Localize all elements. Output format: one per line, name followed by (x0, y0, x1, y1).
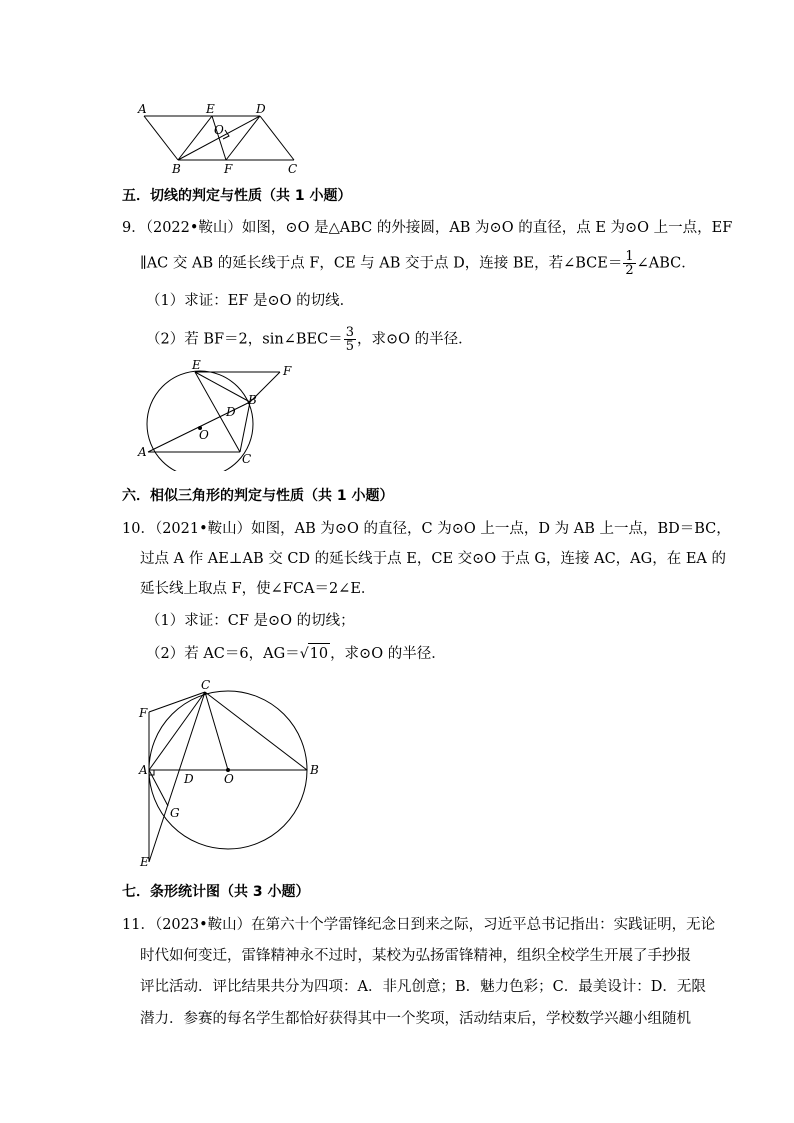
q10-line2: 过点 A 作 AE⊥AB 交 CD 的延长线于点 E，CE 交⊙O 于点 G，连接 AC，AG，在 EA 的 (140, 551, 726, 567)
label-O: O (199, 428, 209, 442)
q9-line1: 9．（2022•鞍山）如图，⊙O 是△ABC 的外接圆，AB 为⊙O 的直径，点 E 为⊙O 上一点，EF (122, 220, 733, 236)
label-C: C (201, 678, 211, 692)
label-C: C (242, 452, 252, 466)
sqrt-symbol: √ (299, 646, 309, 662)
label-G: G (170, 806, 180, 820)
q9-part1: （1）求证：EF 是⊙O 的切线． (146, 293, 355, 309)
figure-parallelogram (130, 98, 310, 178)
q9-line2 (140, 250, 696, 277)
q10-part2 (146, 643, 446, 664)
frac-num: 1 (625, 249, 634, 264)
label-F: F (283, 364, 292, 378)
q9-part2-a: （2）若 BF＝2，sin∠BEC＝ (146, 331, 343, 348)
frac-num: 3 (345, 325, 354, 340)
fraction-three-fifths (344, 326, 356, 353)
label-D: D (184, 772, 194, 786)
label-A: A (139, 763, 148, 777)
label-C: C (288, 162, 298, 176)
label-O: O (214, 123, 224, 137)
q10-part1: （1）求证：CF 是⊙O 的切线； (146, 613, 355, 629)
q11-line3: 评比活动．评比结果共分为四项：A．非凡创意；B．魅力色彩；C．最美设计：D．无限 (140, 979, 706, 995)
label-F: F (139, 706, 148, 720)
label-E: E (140, 855, 149, 869)
label-O: O (224, 772, 234, 786)
q9-part2 (146, 326, 473, 353)
label-D: D (226, 405, 236, 419)
label-E: E (206, 102, 215, 116)
fraction-half (623, 250, 635, 277)
q9-line2-a: ∥AC 交 AB 的延长线于点 F，CE 与 AB 交于点 D，连接 BE，若∠BCE＝ (140, 255, 623, 272)
q11-line4: 潜力．参赛的每名学生都恰好获得其中一个奖项，活动结束后，学校数学兴趣小组随机 (140, 1011, 691, 1027)
label-E: E (192, 358, 201, 372)
sqrt-radicand: 10 (308, 643, 330, 664)
label-A: A (138, 445, 147, 459)
label-B: B (310, 763, 319, 777)
q9-line2-b: ∠ABC． (636, 255, 696, 272)
q10-part2-b: ，求⊙O 的半径． (330, 646, 446, 662)
figure-q9-circle (130, 356, 310, 471)
frac-den: 2 (625, 263, 634, 278)
frac-den: 5 (345, 339, 354, 354)
q10-part2-a: （2）若 AC＝6，AG＝ (146, 646, 300, 662)
label-F: F (224, 162, 233, 176)
q10-line1: 10．（2021•鞍山）如图，AB 为⊙O 的直径，C 为⊙O 上一点，D 为 AB 上一点，BD＝BC， (122, 521, 731, 537)
q11-line1: 11．（2023•鞍山）在第六十个学雷锋纪念日到来之际，习近平总书记指出：实践证明，无论 (122, 917, 716, 933)
section-5-title: 五．切线的判定与性质（共 1 小题） (122, 188, 352, 204)
figure-q10-circle (130, 676, 330, 872)
label-B: B (172, 162, 181, 176)
section-6-title: 六．相似三角形的判定与性质（共 1 小题） (122, 488, 394, 504)
section-7-title: 七．条形统计图（共 3 小题） (122, 884, 310, 900)
q9-part2-b: ，求⊙O 的半径． (356, 331, 473, 348)
label-A: A (138, 102, 147, 116)
label-B: B (248, 393, 257, 407)
q11-line2: 时代如何变迁，雷锋精神永不过时，某校为弘扬雷锋精神，组织全校学生开展了手抄报 (140, 948, 691, 964)
label-D: D (256, 102, 266, 116)
q10-line3: 延长线上取点 F，使∠FCA＝2∠E． (140, 581, 376, 597)
